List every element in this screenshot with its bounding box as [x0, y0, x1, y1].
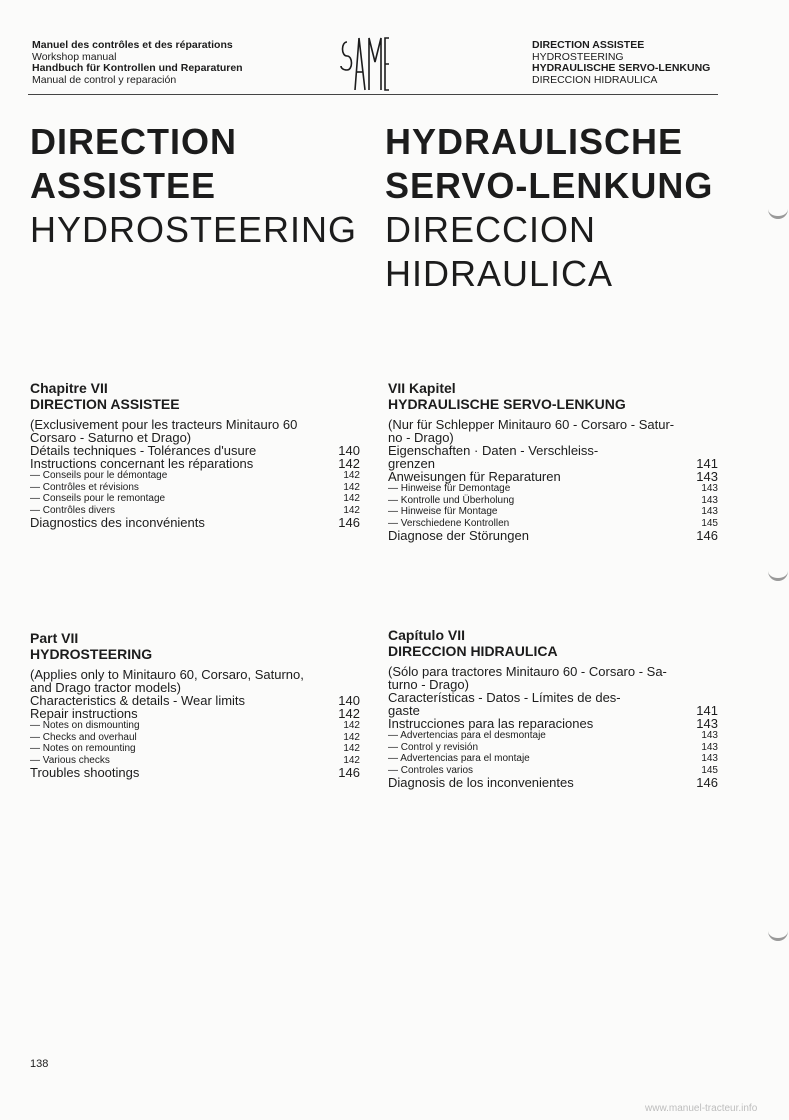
- toc-row: Troubles shootings 146: [30, 765, 360, 780]
- toc-row: gaste 141: [388, 703, 718, 718]
- section-heading: HYDRAULISCHE SERVO-LENKUNG: [388, 396, 626, 412]
- toc-row: Repair instructions 142: [30, 706, 360, 721]
- toc-row: Instrucciones para las reparaciones 143: [388, 716, 718, 731]
- binder-hole-mark: [768, 928, 788, 941]
- title-line: HYDRAULISCHE: [385, 121, 684, 162]
- toc-row: Características - Datos - Límites de des-: [388, 690, 621, 705]
- toc-row: Diagnostics des inconvénients 146: [30, 515, 360, 530]
- toc-subrow: — Hinweise für Demontage 143: [388, 483, 718, 494]
- toc-subrow: — Advertencias para el montaje 143: [388, 753, 718, 764]
- header-right: [532, 40, 710, 86]
- section-chapter: Part VII: [30, 630, 79, 646]
- toc-row: Diagnosis de los inconvenientes 146: [388, 775, 718, 790]
- title-left: [30, 120, 357, 252]
- binder-hole-mark: [768, 206, 788, 219]
- same-logo: [339, 32, 391, 96]
- toc-row: Instructions concernant les réparations 142: [30, 456, 360, 471]
- intro-line: turno - Drago): [388, 677, 469, 692]
- header-left-line: Manuel des contrôles et des réparations: [32, 39, 233, 51]
- header-right-line: HYDRAULISCHE SERVO-LENKUNG: [532, 62, 711, 74]
- toc-row: Characteristics & details - Wear limits 140: [30, 693, 360, 708]
- toc-subrow: — Contrôles divers 142: [30, 504, 360, 516]
- section-heading: DIRECCION HIDRAULICA: [388, 643, 558, 659]
- toc-subrow: — Kontrolle und Überholung 143: [388, 494, 718, 506]
- title-line: HIDRAULICA: [385, 253, 614, 294]
- section-french: [30, 380, 360, 529]
- title-line: DIRECCION: [385, 209, 597, 250]
- intro-line: (Sólo para tractores Minitauro 60 - Corsaro - Sa-: [388, 664, 667, 679]
- footer-watermark: www.manuel-tracteur.info: [645, 1103, 758, 1114]
- header-left-line: Manual de control y reparación: [32, 73, 177, 86]
- section-chapter: VII Kapitel: [388, 380, 456, 396]
- intro-line: and Drago tractor models): [30, 680, 182, 695]
- title-right: [385, 120, 713, 296]
- page-number: 138: [30, 1058, 49, 1070]
- intro-line: no - Drago): [388, 430, 454, 445]
- intro-line: (Nur für Schlepper Minitauro 60 - Corsaro - Satur-: [388, 417, 675, 432]
- header-right-line: DIRECTION ASSISTEE: [532, 39, 645, 51]
- header-left-line: Handbuch für Kontrollen und Reparaturen: [32, 62, 243, 74]
- toc-subrow: — Verschiedene Kontrollen 145: [388, 517, 718, 529]
- title-line: SERVO-LENKUNG: [385, 165, 714, 206]
- header-left: [32, 40, 243, 86]
- toc-row: Détails techniques - Tolérances d'usure 140: [30, 443, 360, 458]
- header-right-line: HYDROSTEERING: [532, 50, 624, 63]
- section-spanish: [388, 627, 718, 789]
- section-chapter: Capítulo VII: [388, 627, 465, 643]
- header-rule: [28, 94, 718, 95]
- intro-line: (Applies only to Minitauro 60, Corsaro, Saturno,: [30, 667, 304, 682]
- toc-subrow: — Checks and overhaul 142: [30, 731, 360, 743]
- toc-subrow: — Control y revisión 143: [388, 741, 718, 753]
- title-line: HYDROSTEERING: [30, 209, 358, 250]
- toc-subrow: — Contrôles et révisions 142: [30, 481, 360, 493]
- toc-row: Diagnose der Störungen 146: [388, 528, 718, 543]
- toc-subrow: — Hinweise für Montage 143: [388, 506, 718, 517]
- toc-row: grenzen 141: [388, 456, 718, 471]
- title-line: ASSISTEE: [30, 165, 217, 206]
- section-chapter: Chapitre VII: [30, 380, 108, 396]
- toc-subrow: — Notes on dismounting 142: [30, 720, 360, 731]
- title-line: DIRECTION: [30, 121, 237, 162]
- intro-line: Corsaro - Saturno et Drago): [30, 430, 192, 445]
- section-heading: DIRECTION ASSISTEE: [30, 396, 180, 412]
- header-right-line: DIRECCION HIDRAULICA: [532, 73, 658, 86]
- toc-subrow: — Advertencias para el desmontaje 143: [388, 730, 718, 741]
- section-heading: HYDROSTEERING: [30, 646, 153, 662]
- header-left-line: Workshop manual: [32, 50, 117, 63]
- toc-subrow: — Controles varios 145: [388, 764, 718, 776]
- toc-subrow: — Notes on remounting 142: [30, 743, 360, 754]
- section-english: [30, 630, 360, 779]
- toc-subrow: — Conseils pour le remontage 142: [30, 493, 360, 504]
- section-german: [388, 380, 718, 542]
- toc-subrow: — Various checks 142: [30, 754, 360, 766]
- intro-line: (Exclusivement pour les tracteurs Minitauro 60: [30, 417, 298, 432]
- binder-hole-mark: [768, 568, 788, 581]
- toc-row: Eigenschaften · Daten - Verschleiss-: [388, 443, 599, 458]
- toc-row: Anweisungen für Reparaturen 143: [388, 469, 718, 484]
- toc-subrow: — Conseils pour le démontage 142: [30, 470, 360, 481]
